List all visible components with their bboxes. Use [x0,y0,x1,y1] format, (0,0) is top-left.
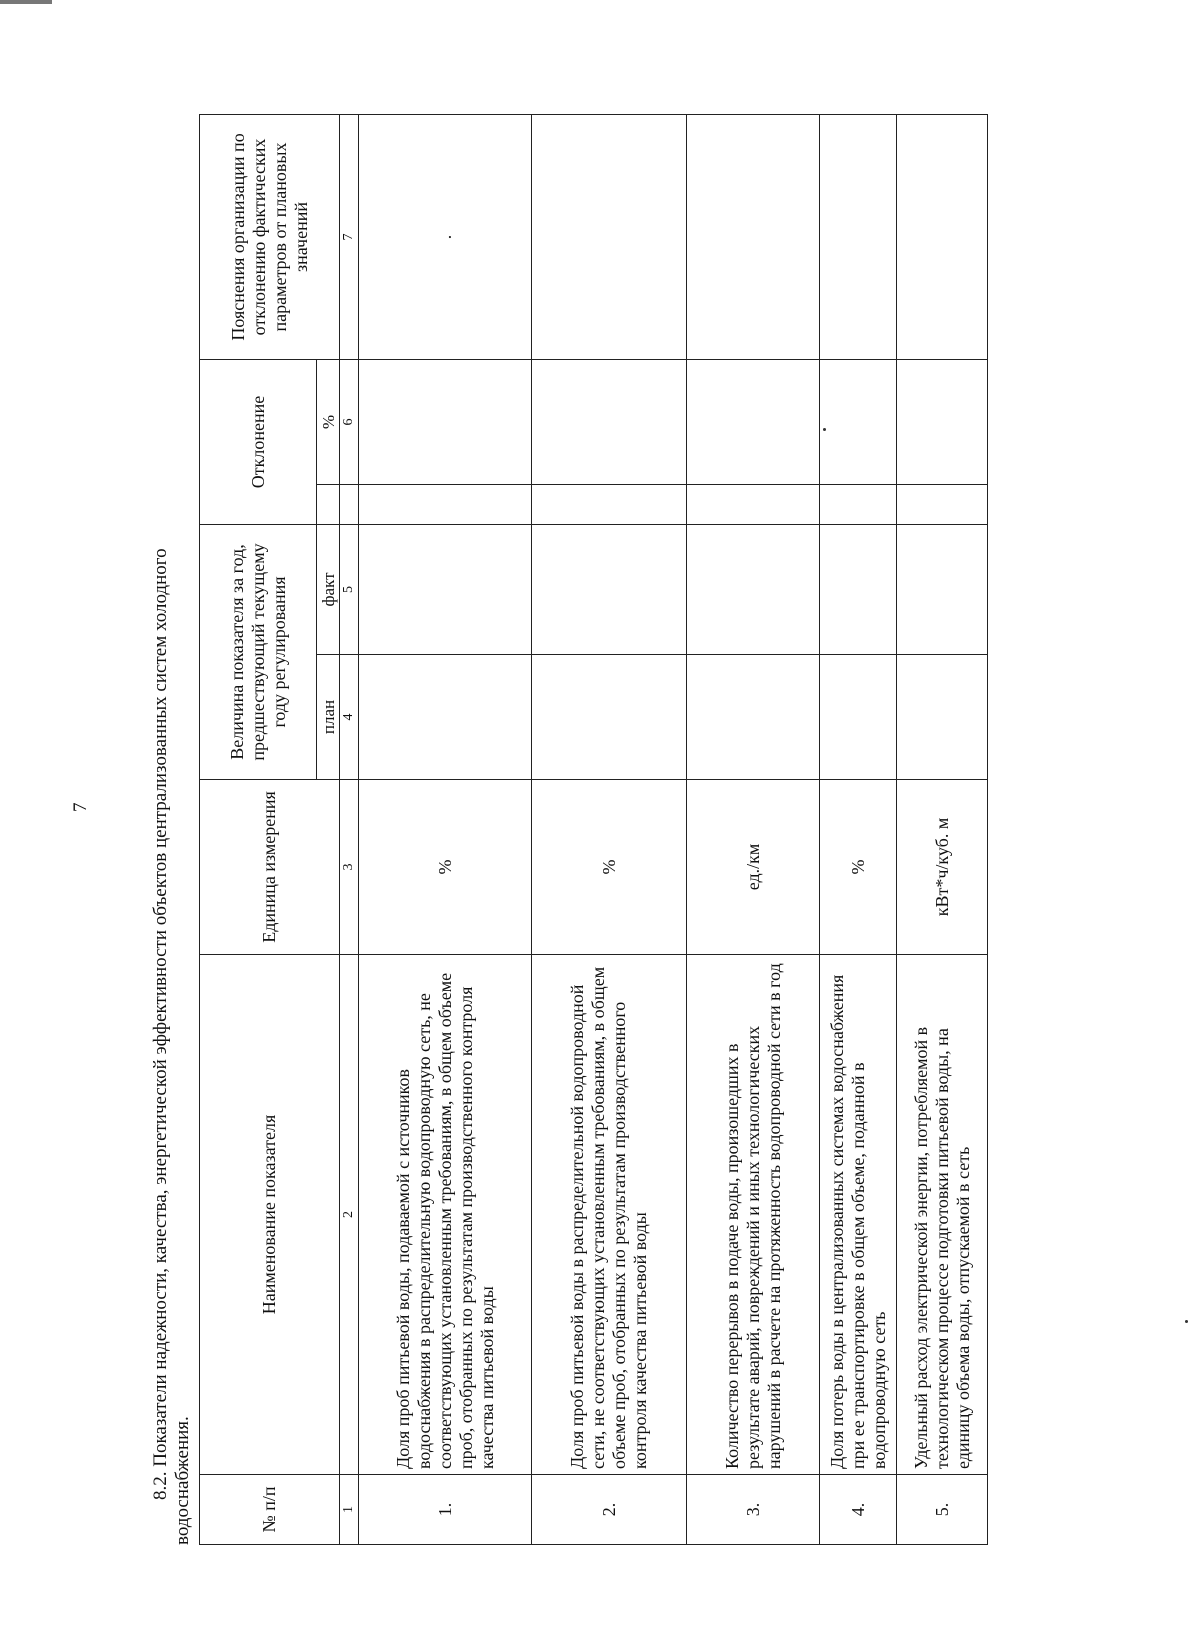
indicator-name: Доля потерь воды в централизованных системах водоснабжения при ее транспортировке в общем объеме, поданной в водопроводную сеть [820,955,897,1475]
column-number-blank [340,485,359,525]
column-number: 4 [340,655,359,780]
indicator-unit: % [820,780,897,955]
row-number: 2. [532,1475,687,1545]
deviation-percent [687,359,820,484]
indicator-name: Удельный расход электрической энергии, потребляемой в технологическом процессе подготовки питьевой воды, на единицу объема воды, отпускаемой в сеть [897,955,988,1475]
deviation-percent [532,359,687,484]
header-plan: план [317,655,340,780]
scan-speck [1185,1320,1188,1323]
rotated-page-content [150,115,988,1545]
header-percent-blank [317,485,340,525]
deviation-explanation [897,114,988,359]
header-unit: Единица измерения [200,780,340,955]
header-fact: факт [317,525,340,655]
scan-edge-mark [0,0,52,4]
indicator-unit: кВт*ч/куб. м [897,780,988,955]
table-row [359,114,532,1544]
section-heading-line1: 8.2. Показатели надежности, качества, энергетической эффективности объектов централизованных систем холодного [150,548,171,1500]
indicator-unit: ед./км [687,780,820,955]
column-number: 1 [340,1475,359,1545]
deviation-explanation [687,114,820,359]
fact-value [897,525,988,655]
indicator-name: Доля проб питьевой воды в распределительной водопроводной сети, не соответствующих установленным требованиям, в общем объеме проб, отобранных по результатам производственного контроля качества питьевой воды [532,955,687,1475]
section-heading [150,115,194,1545]
header-value-group: Величина показателя за год, предшествующий текущему году регулирования [200,525,317,780]
deviation-percent [359,359,532,484]
column-number: 6 [340,359,359,484]
deviation-blank [687,485,820,525]
deviation-blank [532,485,687,525]
indicator-unit: % [532,780,687,955]
fact-value [820,525,897,655]
column-number-row [340,114,359,1544]
row-number: 4. [820,1475,897,1545]
deviation-explanation: . [359,114,532,359]
deviation-explanation [820,114,897,359]
scan-speck [823,428,826,431]
row-number: 3. [687,1475,820,1545]
deviation-blank [897,485,988,525]
header-name: Наименование показателя [200,955,340,1475]
plan-value [359,655,532,780]
fact-value [532,525,687,655]
deviation-blank [820,485,897,525]
deviation-explanation [532,114,687,359]
table-row [897,114,988,1544]
row-number: 1. [359,1475,532,1545]
plan-value [532,655,687,780]
indicator-unit: % [359,780,532,955]
indicator-name: Количество перерывов в подаче воды, произошедших в результате аварий, повреждений и иных технологических нарушений в расчете на протяженность водопроводной сети в год [687,955,820,1475]
deviation-percent [897,359,988,484]
deviation-blank [359,485,532,525]
header-deviation-group: Отклонение [200,359,317,524]
indicator-name: Доля проб питьевой воды, подаваемой с источников водоснабжения в распределительную водопроводную сеть, не соответствующих установленным требованиям, в общем объеме проб, отобранных по результатам производственного контроля качества питьевой воды [359,955,532,1475]
header-no: № п/п [200,1475,340,1545]
column-number: 7 [340,114,359,359]
fact-value [687,525,820,655]
column-number: 3 [340,780,359,955]
fact-value [359,525,532,655]
table-row [687,114,820,1544]
plan-value [897,655,988,780]
indicators-table [199,114,988,1545]
plan-value [687,655,820,780]
table-row [820,114,897,1544]
row-number: 5. [897,1475,988,1545]
column-number: 5 [340,525,359,655]
table-row [532,114,687,1544]
table-header-row-1 [200,114,317,1544]
plan-value [820,655,897,780]
column-number: 2 [340,955,359,1475]
section-heading-line2: водоснабжения. [172,1416,193,1545]
header-explanation: Пояснения организации по отклонению фактических параметров от плановых значений [200,114,340,359]
page-number: 7 [70,802,91,812]
deviation-percent [820,359,897,484]
header-percent: % [317,359,340,484]
